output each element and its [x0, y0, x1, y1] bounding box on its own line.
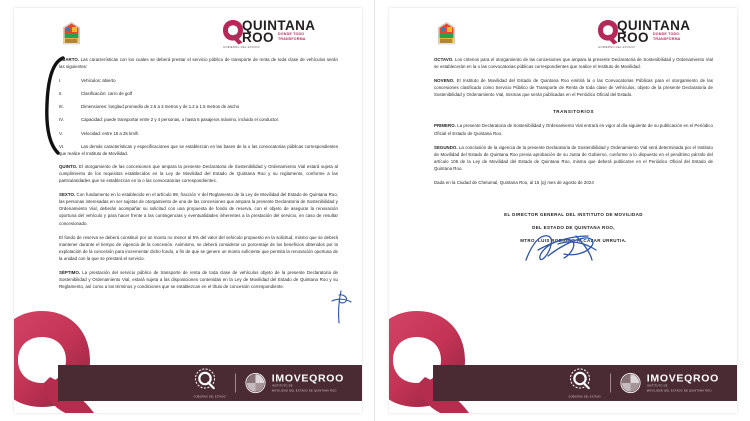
- imoveqroo-wordmark: [647, 374, 719, 393]
- imoveqroo-sub-line2: MOVILIDAD DEL ESTADO DE QUINTANA ROO: [646, 389, 712, 392]
- clause-label: SEGUNDO.: [434, 144, 458, 150]
- imoveqroo-brand-text: IMOVEQROO: [646, 372, 719, 385]
- logo-line-quintana: QUINTANA: [242, 18, 316, 33]
- clause-label: NOVENO.: [434, 78, 455, 84]
- transitorio-primero: [434, 122, 713, 136]
- list-item-text: Vehículos: abierto: [81, 78, 116, 84]
- list-item: [59, 143, 338, 157]
- page-sheet-left: [14, 8, 362, 413]
- logo-gob-caption: GOBIERNO DEL ESTADO: [223, 45, 261, 49]
- imoveqroo-mark-icon: [620, 373, 641, 394]
- logo-tagline: DONDE TODO TRANSFORMA: [278, 32, 306, 41]
- list-item-number: II.: [59, 91, 63, 97]
- page-body-right: [434, 56, 713, 251]
- list-item-number: III.: [59, 104, 64, 110]
- document-date-line: Dada en la Ciudad de Chetumal, Quintana Roo, al 15 (q) mes de agosto de 2024: [434, 180, 594, 186]
- clause-label: SEXTO.: [59, 192, 76, 198]
- list-item-text: Capacidad: puede transportar entre 2 y 4 personas, o hasta 6 pasajeros máximo, incluido el conductor.: [81, 117, 279, 123]
- imoveqroo-sub-line1: INSTITUTO DE: [271, 384, 293, 388]
- list-item-text: Velocidad: entre 15 a 25 km/h: [81, 130, 139, 136]
- clause-text: La presente Declaratoria de Sostenibilidad y Ordenamiento Vial entrará en vigor al día siguiente de su publicación en el Periódico Oficial el Estado de Quintana Roo.: [434, 123, 713, 136]
- clause-label: CUARTO.: [59, 57, 80, 62]
- imoveqroo-sub-line2: MOVILIDAD DEL ESTADO DE QUINTANA ROO: [271, 389, 337, 392]
- clause-text: Con fundamento en lo establecido en el artículo 89, fracción V del Reglamento de la Ley de Movilidad del Estado de Quintana Roo, las personas interesadas en ser sujetas de otorgamiento de una de las concesiones que ampara la presente Declaratoria de Sostenibilidad y Ordenamiento Vial, deberán acompañar su solicitud con una propuesta de fondo de reserva, con el objeto de asegurar la renovación oportuna del vehículo y para hacer frente a las contingencias y eventualidades inherentes a la prestación del servicio, en caso de resultar concesionado.: [59, 192, 338, 226]
- logo-line-roo: ROO: [617, 30, 649, 45]
- page-footer-bar: [433, 365, 737, 401]
- clause-text: La conclusión de la vigencia de la presente Declaratoria de Sostenibilidad y Ordenamiento Vial será determinada por el Instituto de Movilidad del Estado de Quintana Roo previa aprobación de su Junta de Gobierno, conforme a lo dispuesto en el penúltimo párrafo del artículo 106 de la Ley de Movilidad del Estado de Quintana Roo, misma que deberá publicarse en el Periódico Oficial del Estado de Quintana Roo.: [434, 144, 713, 171]
- list-item: [59, 103, 338, 110]
- list-item-number: VI.: [59, 143, 65, 149]
- signature-name: MTRO. LUIS RODRIGO ALCAZAR URRUTIA.: [520, 238, 627, 244]
- imoveqroo-brand-text: IMOVEQROO: [271, 372, 344, 385]
- q-mark-icon: [222, 19, 244, 45]
- imoveqroo-wordmark: [272, 374, 344, 393]
- clause-text: Los criterios para el otorgamiento de las concesiones que ampara la presente Declaratoria de Sostenibilidad y Ordenamiento Vial se establecerán en la o las convocatorias públicas correspondientes que realice el Instituto de Movilidad.: [434, 57, 713, 70]
- logo-line-quintana: QUINTANA: [617, 18, 691, 33]
- escudo-quintana-roo-icon: [437, 22, 456, 45]
- page-sheet-right: [389, 8, 737, 413]
- transitorio-segundo: [434, 144, 713, 172]
- logo-tagline: DONDE TODO TRANSFORMA: [653, 32, 681, 41]
- document-page-right[interactable]: [375, 0, 750, 421]
- list-item-text: Clasificación: carro de golf: [81, 91, 132, 97]
- logo-gob-caption: GOBIERNO DEL ESTADO: [598, 45, 636, 49]
- list-item-text: Dimensiones: longitud promedio de 2.5 a 3 metros y de 1.2 a 1.5 metros de ancho: [81, 104, 240, 110]
- gob-seal-block: [194, 368, 226, 399]
- gob-circular-seal-icon: [569, 368, 591, 390]
- footer-logos: [194, 368, 344, 399]
- logo-line-roo: ROO: [242, 30, 274, 45]
- list-item-number: IV.: [59, 117, 64, 123]
- transitorios-heading: TRANSITORIOS: [552, 109, 595, 115]
- clause-text: Las características con los cuales se deberá prestar el servicio público de transporte de renta de toda clase de vehículos serán las siguientes:: [59, 57, 338, 70]
- clause-label: QUINTO.: [59, 163, 78, 169]
- clause-quinto: [59, 163, 338, 184]
- clause-text: El Instituto de Movilidad del Estado de Quintana Roo emitirá la o las Convocatorias Públicas para el otorgamiento de las concesiones clasificado como Servicio Público de Transporte de Renta de toda clase de Vehículos, objeto de la presente Declaratoria de Sostenibilidad y Ordenamiento Vial, mismas que serán publicadas en el Periódico Oficial del Estado.: [434, 78, 713, 98]
- footer-divider: [610, 374, 611, 393]
- list-item-text: Las demás características y especificaciones que se establezcan en las bases de la o las convocatorias públicas correspondientes que realice el Instituto de Movilidad.: [59, 143, 338, 156]
- signature-block: [434, 212, 713, 243]
- list-item: [59, 90, 338, 97]
- list-item-number: V.: [59, 130, 63, 136]
- list-item: [59, 116, 338, 123]
- clause-octavo: [434, 56, 713, 70]
- gob-seal-caption: GOBIERNO DEL ESTADO: [193, 395, 226, 399]
- clause-text: El otorgamiento de las concesiones que ampara la presente Declaratoria de Sostenibilidad y Ordenamiento Vial estará sujeta al cumplimiento de los requisitos establecidos en la Ley de Movilidad del Estado de Quintana Roo y su reglamento, conforme a las particularidades que se establezcan en la o las convocatorias correspondientes.: [59, 163, 338, 184]
- list-item: [59, 77, 338, 84]
- clause-sexto: [59, 191, 338, 226]
- page-footer-bar: [58, 365, 362, 401]
- clause-septimo: [59, 269, 338, 290]
- clause-noveno: [434, 77, 713, 98]
- clause-label: OCTAVO.: [434, 57, 454, 62]
- clause-label: PRIMERO.: [434, 123, 456, 129]
- imoveqroo-mark-icon: [245, 373, 266, 394]
- clause-fondo-reserva: [59, 234, 338, 262]
- quintana-roo-logo: [597, 18, 709, 54]
- escudo-quintana-roo-icon: [62, 22, 81, 45]
- footer-divider: [235, 374, 236, 393]
- clause-label: SÉPTIMO.: [59, 269, 81, 275]
- page-header-right: [389, 18, 737, 58]
- list-item: [59, 130, 338, 137]
- clause-text: El fondo de reserva se deberá constituir por un monto no menor al 5% del valor del vehículo propuesto en la solicitud, mismo que se deberá mantener durante el tiempo de vigencia de la concesión. Asimismo, se deberá considerar un porcentaje de los beneficios obtenidos por la explotación de la concesión para incrementar dicho fondo, a fin de que se genere un monto suficiente que permita la renovación oportuna de la unidad con la que se prestará el servicio.: [59, 234, 338, 261]
- footer-logos: [569, 368, 719, 399]
- clause-text: La prestación del servicio público de transporte de renta de toda clase de vehículos objeto de la presente Declaratoria de Sostenibilidad y Ordenamiento Vial, estará sujeta a las disposiciones contenidas en la Ley de Movilidad del Estado de Quintana Roo y su Reglamento, así como a los términos y condiciones que se establezcan en el título de concesión correspondiente.: [59, 269, 338, 290]
- list-item-number: I.: [59, 78, 62, 84]
- gob-seal-block: [569, 368, 601, 399]
- signature-title-line1: EL DIRECTOR GENERAL DEL INSTITUTO DE MOVILIDAD: [504, 212, 643, 218]
- gob-circular-seal-icon: [194, 368, 216, 390]
- page-header-left: [14, 18, 362, 58]
- quintana-roo-logo: [222, 18, 334, 54]
- clause-cuarto: [59, 56, 338, 70]
- imoveqroo-sub-line1: INSTITUTO DE: [646, 384, 668, 388]
- signature-title-line2: DEL ESTADO DE QUINTANA ROO,: [532, 225, 615, 231]
- gob-seal-caption: GOBIERNO DEL ESTADO: [568, 395, 601, 399]
- page-body-left: [59, 56, 338, 297]
- q-mark-icon: [597, 19, 619, 45]
